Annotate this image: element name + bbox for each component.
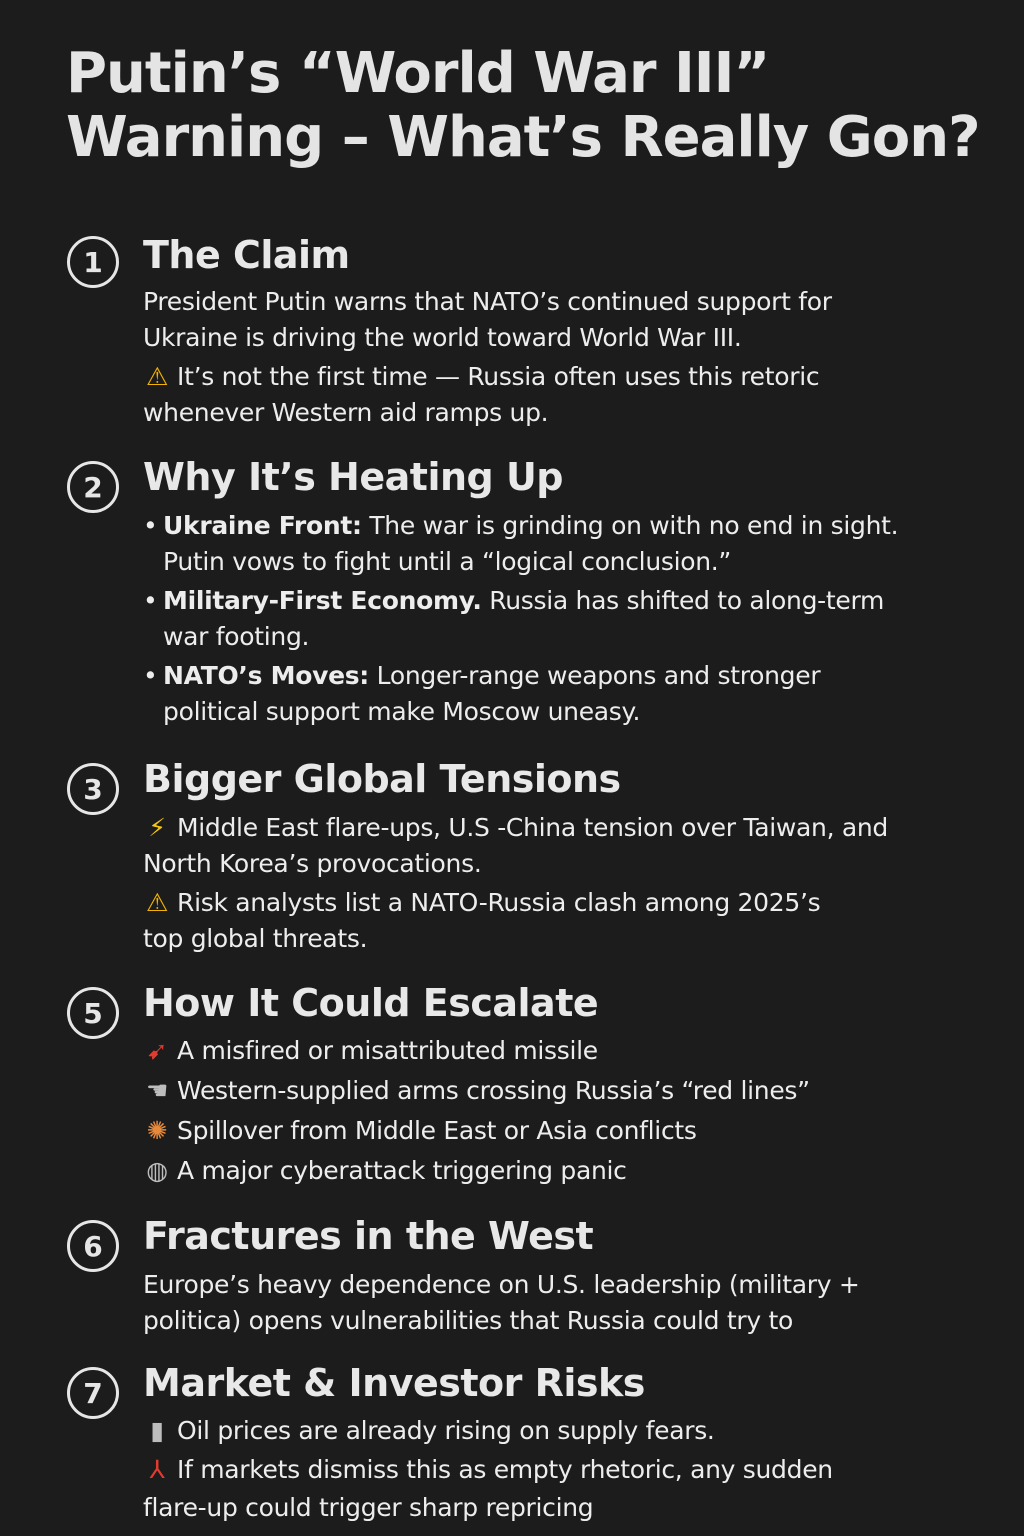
item-line: North Korea’s provocations. <box>143 849 482 878</box>
page-title-line-1: Putin’s “World War III” <box>66 41 770 106</box>
note-line <box>143 359 1003 395</box>
bullet-lead: NATO’s Moves: <box>163 661 370 690</box>
list-item <box>143 508 1003 580</box>
section-body <box>143 284 1003 431</box>
section-number-badge: 6 <box>67 1220 119 1272</box>
section-heading: Market & Investor Risks <box>143 1361 645 1405</box>
body-line: President Putin warns that NATO’s continued support for <box>143 287 832 316</box>
list-item <box>143 1031 1003 1071</box>
lightning-icon: ⚡ <box>148 813 166 842</box>
list-item <box>143 658 1003 730</box>
item-text: Western-supplied arms crossing Russia’s “red lines” <box>177 1076 810 1105</box>
section-heading: Fractures in the West <box>143 1214 594 1258</box>
item-text: If markets dismiss this as empty rhetoric, any sudden <box>177 1455 833 1484</box>
section-number-badge: 7 <box>67 1367 119 1419</box>
bullet-continuation: war footing. <box>163 622 310 651</box>
item-line <box>143 885 1003 921</box>
section-body <box>143 1031 1003 1191</box>
note-text: It’s not the first time — Russia often uses this retoric <box>177 362 820 391</box>
section-heading: The Claim <box>143 233 350 277</box>
missile-icon: ➹ <box>146 1036 168 1065</box>
section-body <box>143 1267 1003 1339</box>
section-number-badge: 3 <box>67 763 119 815</box>
page-title-line-2: Warning – What’s Really Gon? <box>66 105 980 170</box>
section-body <box>143 810 1003 957</box>
pointing-hand-icon: ☚ <box>145 1076 169 1105</box>
list-item <box>143 1451 1003 1489</box>
section-heading: Bigger Global Tensions <box>143 757 621 801</box>
explosion-icon: ✺ <box>146 1116 168 1145</box>
section-heading: Why It’s Heating Up <box>143 455 564 499</box>
item-text: A misfired or misattributed missile <box>177 1036 598 1065</box>
list-item <box>143 1111 1003 1151</box>
section-body <box>143 508 1003 730</box>
list-item <box>143 1071 1003 1111</box>
section-number-badge: 2 <box>67 461 119 513</box>
item-text: Middle East flare-ups, U.S -China tension over Taiwan, and <box>177 813 889 842</box>
section-body <box>143 1411 1003 1527</box>
bullet-text: Russia has shifted to along-term <box>481 586 885 615</box>
item-line: top global threats. <box>143 924 368 953</box>
item-text: A major cyberattack triggering panic <box>177 1156 627 1185</box>
bullet-continuation: Putin vows to fight until a “logical conclusion.” <box>163 547 732 576</box>
bullet-text: Longer-range weapons and stronger <box>369 661 821 690</box>
bullet-lead: Ukraine Front: <box>163 511 362 540</box>
bullet-dot: • <box>143 511 158 540</box>
list-item <box>143 1411 1003 1451</box>
warning-icon: ⚠ <box>145 362 169 391</box>
globe-icon: ◍ <box>146 1156 168 1185</box>
item-line: flare-up could trigger sharp repricing <box>143 1493 594 1522</box>
note-line: whenever Western aid ramps up. <box>143 398 549 427</box>
list-item <box>143 583 1003 655</box>
list-item <box>143 1151 1003 1191</box>
section-heading: How It Could Escalate <box>143 981 599 1025</box>
item-text: Risk analysts list a NATO-Russia clash among 2025’s <box>177 888 821 917</box>
body-line: Ukraine is driving the world toward World War III. <box>143 323 742 352</box>
bullet-lead: Military-First Economy. <box>163 586 482 615</box>
page-title <box>66 42 1006 170</box>
warning-icon: ⚠ <box>145 888 169 917</box>
item-text: Spillover from Middle East or Asia conflicts <box>177 1116 697 1145</box>
bullet-continuation: political support make Moscow uneasy. <box>163 697 641 726</box>
section-number-badge: 1 <box>67 236 119 288</box>
bullet-dot: • <box>143 661 158 690</box>
body-line: Europe’s heavy dependence on U.S. leadership (military + <box>143 1270 860 1299</box>
item-text: Oil prices are already rising on supply fears. <box>177 1416 715 1445</box>
bullet-text: The war is grinding on with no end in sight. <box>361 511 899 540</box>
bullet-dot: • <box>143 586 158 615</box>
chart-down-icon: ⅄ <box>149 1455 165 1484</box>
item-line <box>143 810 1003 846</box>
oil-barrel-icon: ▮ <box>150 1416 164 1445</box>
section-number-badge: 5 <box>67 987 119 1039</box>
body-line: politica) opens vulnerabilities that Russia could try to <box>143 1306 793 1335</box>
